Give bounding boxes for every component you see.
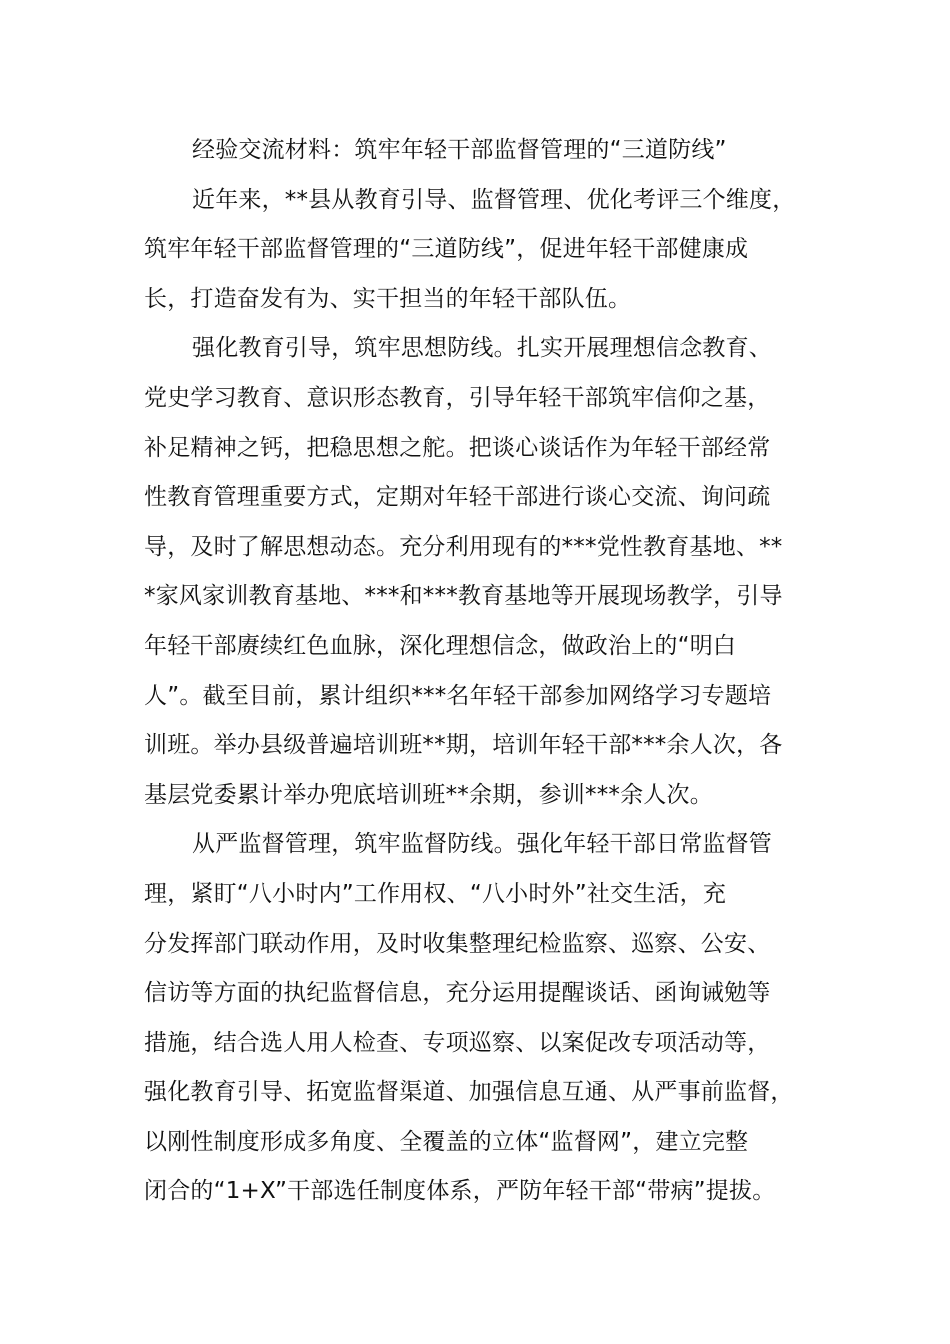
paragraph-3-line-8: 闭合的“1+X”干部选任制度体系，严防年轻干部“带病”提拔。 (144, 1178, 776, 1205)
paragraph-2-line-3: 补足精神之钙，把稳思想之舵。把谈心谈话作为年轻干部经常 (144, 434, 771, 461)
paragraph-3-line-1: 从严监督管理，筑牢监督防线。强化年轻干部日常监督管 (192, 831, 772, 858)
paragraph-3-line-3: 分发挥部门联动作用，及时收集整理纪检监察、巡察、公安、 (144, 930, 771, 957)
paragraph-3-line-4: 信访等方面的执纪监督信息，充分运用提醒谈话、函询诫勉等 (144, 980, 771, 1007)
paragraph-1-line-1: 近年来，**县从教育引导、监督管理、优化考评三个维度， (192, 186, 796, 213)
paragraph-2-line-6: *家风家训教育基地、***和***教育基地等开展现场教学，引导 (144, 583, 783, 610)
paragraph-1-line-3: 长，打造奋发有为、实干担当的年轻干部队伍。 (144, 285, 632, 312)
document-title: 经验交流材料：筑牢年轻干部监督管理的“三道防线” (192, 137, 727, 163)
paragraph-3-line-6: 强化教育引导、拓宽监督渠道、加强信息互通、从严事前监督， (144, 1079, 794, 1106)
paragraph-1-line-2: 筑牢年轻干部监督管理的“三道防线”，促进年轻干部健康成 (144, 236, 749, 263)
paragraph-3-line-5: 措施，结合选人用人检查、专项巡察、以案促改专项活动等， (144, 1029, 771, 1056)
paragraph-2-line-8: 人”。截至目前，累计组织***名年轻干部参加网络学习专题培 (144, 682, 772, 709)
paragraph-2-line-5: 导，及时了解思想动态。充分利用现有的***党性教育基地、** (144, 533, 783, 560)
paragraph-3-line-7: 以刚性制度形成多角度、全覆盖的立体“监督网”，建立完整 (144, 1128, 749, 1155)
paragraph-3-line-2: 理，紧盯“八小时内”工作用权、“八小时外”社交生活，充 (144, 880, 727, 907)
paragraph-2-line-10: 基层党委累计举办兜底培训班**余期，参训***余人次。 (144, 781, 713, 808)
paragraph-2-line-7: 年轻干部赓续红色血脉，深化理想信念，做政治上的“明白 (144, 632, 737, 659)
paragraph-2-line-4: 性教育管理重要方式，定期对年轻干部进行谈心交流、询问疏 (144, 484, 771, 511)
document-body (144, 126, 834, 1217)
paragraph-2-line-9: 训班。举办县级普遍培训班**期，培训年轻干部***余人次，各 (144, 732, 783, 759)
paragraph-2-line-1: 强化教育引导，筑牢思想防线。扎实开展理想信念教育、 (192, 335, 772, 362)
paragraph-2-line-2: 党史学习教育、意识形态教育，引导年轻干部筑牢信仰之基， (144, 384, 771, 411)
